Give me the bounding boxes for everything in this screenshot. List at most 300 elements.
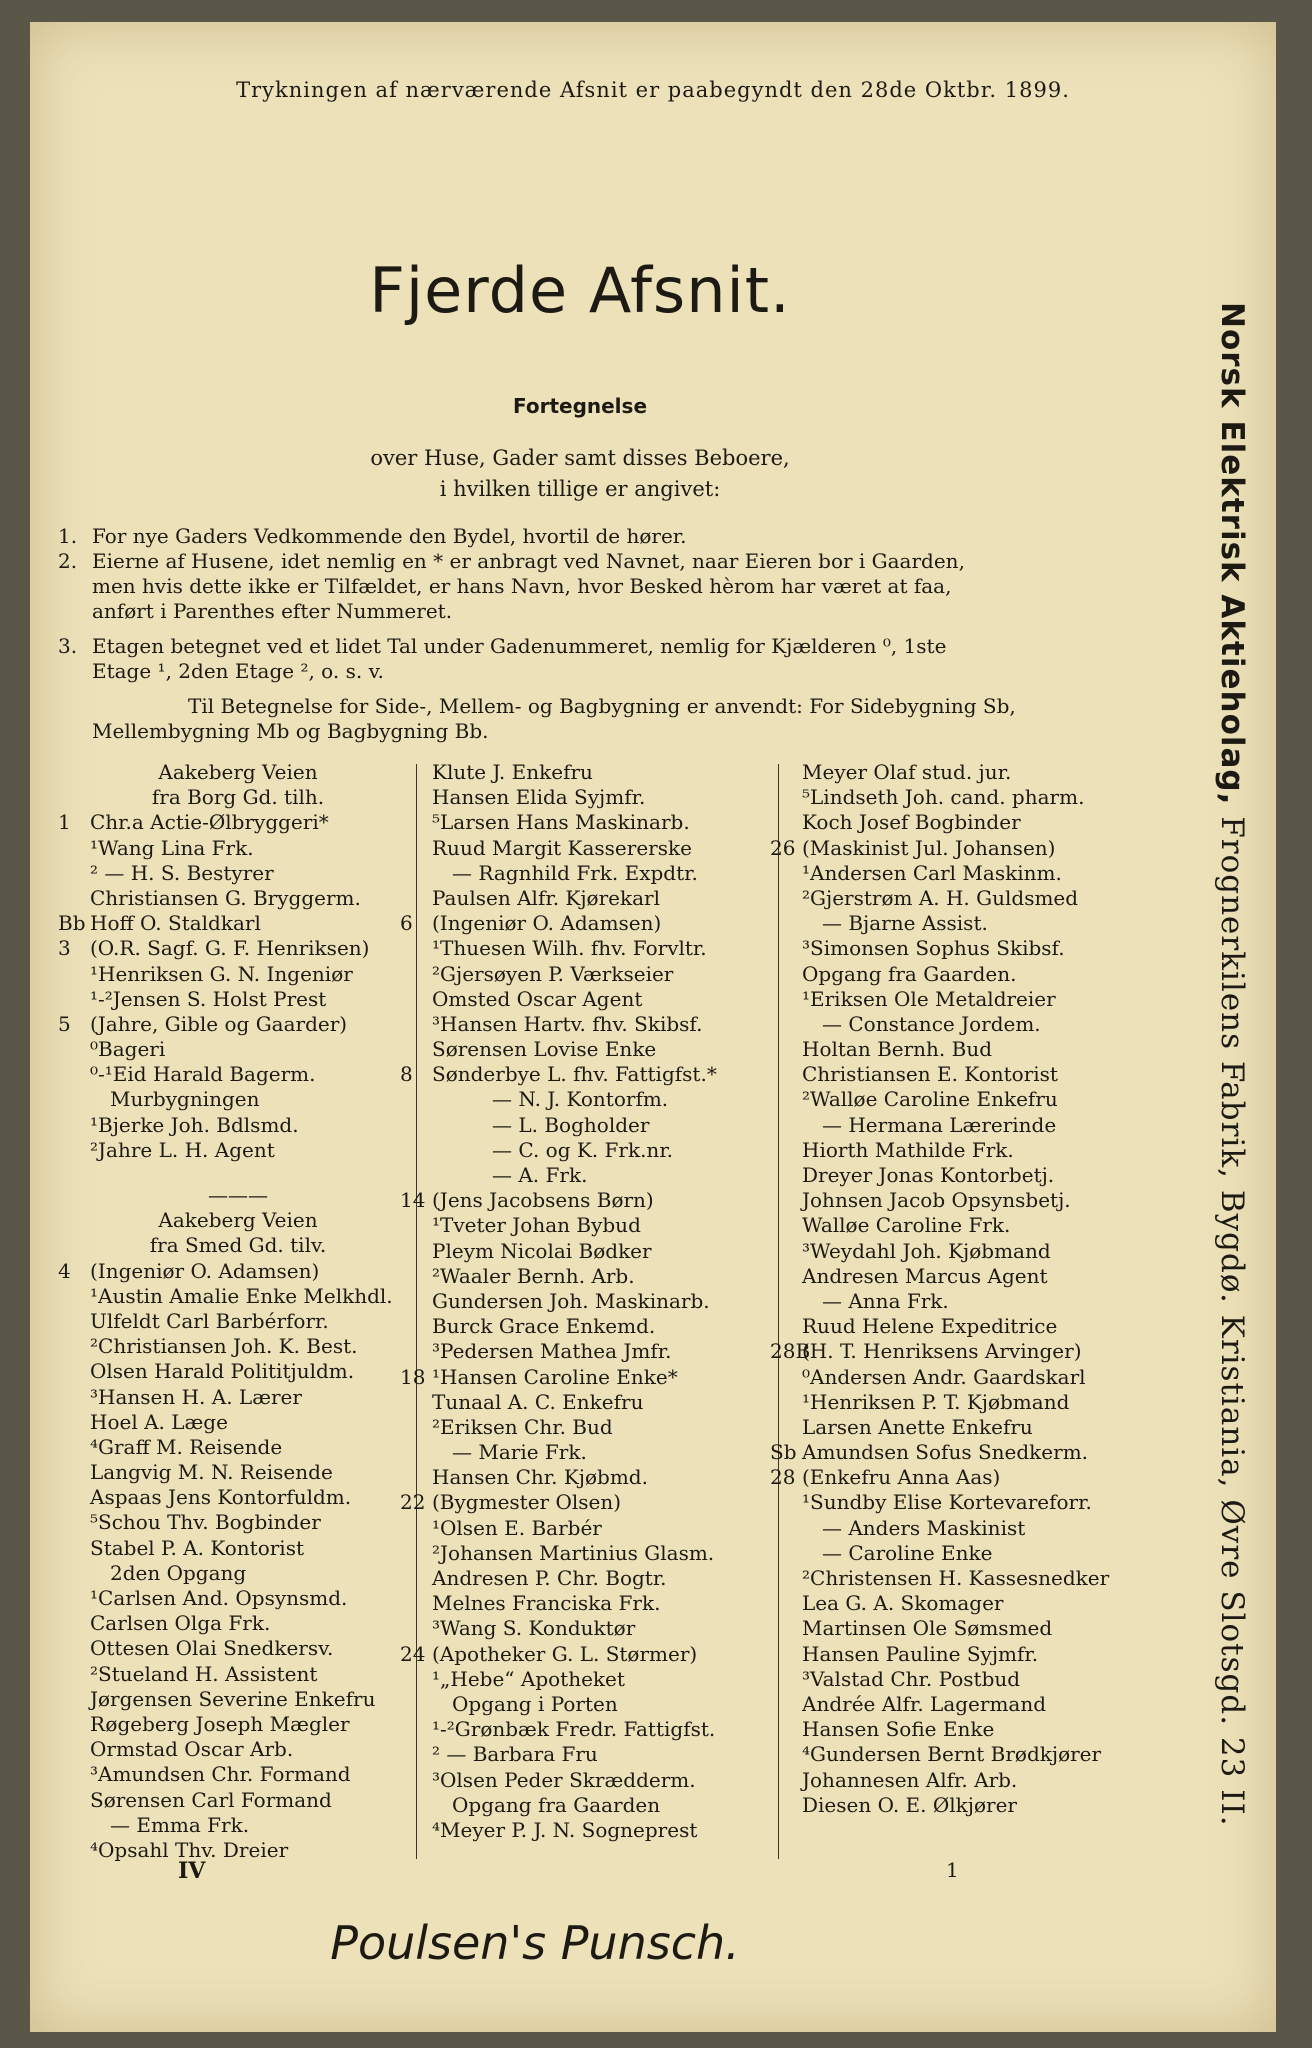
resident-entry	[770, 1062, 1150, 1087]
house-number	[770, 1365, 802, 1390]
resident-entry	[58, 1611, 418, 1636]
resident-entry	[58, 1788, 418, 1813]
house-number: 26	[770, 835, 796, 860]
resident-name: — Ragnhild Frk. Expdtr.	[452, 860, 698, 885]
resident-name: ²Jahre L. H. Agent	[90, 1137, 275, 1162]
house-number	[400, 1818, 432, 1843]
resident-entry	[58, 1838, 418, 1863]
resident-name: ²Gjerstrøm A. H. Guldsmed	[802, 885, 1079, 910]
resident-entry	[770, 836, 1150, 861]
resident-entry	[58, 1359, 418, 1384]
resident-name: Andrée Alfr. Lagermand	[802, 1691, 1047, 1716]
house-number	[58, 987, 90, 1012]
resident-entry	[770, 1516, 1150, 1541]
resident-name: Pleym Nicolai Bødker	[432, 1238, 652, 1263]
note-text-cont: anført i Parenthes efter Nummeret.	[92, 599, 453, 623]
house-number	[770, 1289, 802, 1314]
resident-name: ¹Bjerke Joh. Bdlsmd.	[90, 1112, 299, 1137]
house-number	[770, 1490, 802, 1515]
resident-name: ²Waaler Bernh. Arb.	[432, 1263, 635, 1288]
resident-name: (Maskinist Jul. Johansen)	[802, 835, 1056, 860]
resident-name: (Jens Jacobsens Børn)	[432, 1188, 654, 1213]
resident-entry	[770, 1239, 1150, 1264]
resident-entry	[58, 1813, 418, 1838]
house-number	[58, 1037, 90, 1062]
resident-entry	[770, 1012, 1150, 1037]
house-number	[400, 886, 432, 911]
house-number	[770, 810, 802, 835]
house-number	[770, 1087, 802, 1112]
resident-entry	[400, 1163, 770, 1188]
resident-entry	[770, 1264, 1150, 1289]
resident-name: ³Olsen Peder Skrædderm.	[432, 1767, 696, 1792]
resident-name: Hiorth Mathilde Frk.	[802, 1137, 1014, 1162]
note-text: Eierne af Husene, idet nemlig en * er anbragt ved Navnet, naar Eieren bor i Gaarden,	[92, 549, 965, 573]
resident-entry	[400, 1314, 770, 1339]
house-number	[400, 1163, 432, 1188]
resident-name: Tunaal A. C. Enkefru	[432, 1389, 644, 1414]
resident-name: ³Simonsen Sophus Skibsf.	[802, 936, 1065, 961]
resident-name: ³Wang S. Konduktør	[432, 1616, 636, 1641]
resident-name: Hoff O. Staldkarl	[90, 911, 261, 936]
resident-entry	[770, 1087, 1150, 1112]
resident-name: Gundersen Joh. Maskinarb.	[432, 1288, 710, 1313]
resident-entry	[58, 1662, 418, 1687]
resident-entry	[400, 1390, 770, 1415]
column-1	[58, 760, 418, 1863]
resident-name: (H. T. Henriksens Arvinger)	[802, 1339, 1082, 1364]
house-number	[770, 861, 802, 886]
resident-entry	[770, 1188, 1150, 1213]
house-number	[400, 1793, 432, 1818]
house-number	[58, 1309, 90, 1334]
house-number	[58, 1435, 90, 1460]
house-number	[58, 1687, 90, 1712]
house-number	[58, 1838, 90, 1863]
house-number	[770, 1793, 802, 1818]
resident-name: ²Eriksen Chr. Bud	[432, 1414, 613, 1439]
resident-entry	[770, 1717, 1150, 1742]
resident-entry	[400, 1616, 770, 1641]
house-number	[400, 1113, 432, 1138]
resident-entry	[400, 1213, 770, 1238]
resident-name: ¹Hansen Caroline Enke*	[432, 1364, 678, 1389]
resident-name: Andresen Marcus Agent	[802, 1263, 1048, 1288]
resident-entry	[400, 1642, 770, 1667]
resident-name: Opgang fra Gaarden.	[802, 961, 1017, 986]
resident-entry	[58, 962, 418, 987]
resident-name: Murbygningen	[110, 1087, 260, 1112]
house-number	[400, 1516, 432, 1541]
resident-entry	[770, 886, 1150, 911]
print-date-line: Trykningen af nærværende Afsnit er paabegyndt den 28de Oktbr. 1899.	[236, 78, 1070, 102]
street-heading-text: fra Smed Gd. tilv.	[149, 1233, 327, 1258]
house-number	[58, 1113, 90, 1138]
house-number	[58, 1586, 90, 1611]
resident-name: (Enkefru Anna Aas)	[802, 1465, 1001, 1490]
resident-name: — Hermana Lærerinde	[822, 1112, 1057, 1137]
resident-name: — Caroline Enke	[822, 1540, 993, 1565]
resident-name: ³Valstad Chr. Postbud	[802, 1666, 1021, 1691]
house-number: 1	[58, 810, 71, 835]
house-number	[400, 1465, 432, 1490]
resident-name: ²Walløe Caroline Enkefru	[802, 1087, 1058, 1112]
house-number	[400, 1087, 432, 1112]
resident-name: ¹Henriksen P. T. Kjøbmand	[802, 1389, 1070, 1414]
resident-entry	[400, 1692, 770, 1717]
resident-name: Klute J. Enkefru	[432, 760, 593, 784]
resident-entry	[770, 1768, 1150, 1793]
resident-entry	[58, 1586, 418, 1611]
house-number	[770, 1768, 802, 1793]
house-number	[58, 1636, 90, 1661]
house-number: 6	[400, 911, 413, 936]
house-number	[770, 987, 802, 1012]
resident-entry	[58, 987, 418, 1012]
resident-entry	[770, 1163, 1150, 1188]
resident-entry	[770, 1037, 1150, 1062]
resident-name: ¹Andersen Carl Maskinm.	[802, 860, 1062, 885]
house-number	[58, 1536, 90, 1561]
resident-entry	[400, 760, 770, 785]
resident-name: Christiansen G. Bryggerm.	[90, 885, 361, 910]
house-number: 14	[400, 1188, 426, 1213]
resident-entry	[770, 1138, 1150, 1163]
house-number	[58, 1062, 90, 1087]
note-text: For nye Gaders Vedkommende den Bydel, hvortil de hører.	[92, 524, 687, 548]
house-number	[58, 1284, 90, 1309]
resident-entry	[770, 911, 1150, 936]
house-number	[770, 1566, 802, 1591]
house-number	[770, 1591, 802, 1616]
house-number	[770, 1616, 802, 1641]
house-number: 28	[770, 1465, 796, 1490]
resident-name: Ruud Helene Expeditrice	[802, 1314, 1058, 1339]
resident-entry	[400, 861, 770, 886]
resident-name: ¹Sundby Elise Kortevareforr.	[802, 1490, 1092, 1515]
resident-name: Johnsen Jacob Opsynsbetj.	[802, 1188, 1071, 1213]
resident-name: ¹Eriksen Ole Metaldreier	[802, 986, 1056, 1011]
column-3	[770, 760, 1150, 1818]
resident-name: Holtan Bernh. Bud	[802, 1037, 993, 1062]
house-number	[400, 760, 432, 785]
resident-entry	[400, 1415, 770, 1440]
house-number: 3	[58, 936, 71, 961]
house-number	[400, 1339, 432, 1364]
resident-name: ²Christiansen Joh. K. Best.	[90, 1334, 358, 1359]
document-page	[30, 22, 1276, 2032]
resident-name: — C. og K. Frk.nr.	[492, 1137, 674, 1162]
house-number	[58, 1460, 90, 1485]
resident-entry	[400, 1087, 770, 1112]
resident-name: — A. Frk.	[492, 1163, 588, 1187]
house-number	[58, 1385, 90, 1410]
house-number	[770, 1415, 802, 1440]
resident-name: ¹-²Grønbæk Fredr. Fattigfst.	[432, 1717, 716, 1742]
note-1	[58, 524, 1168, 549]
resident-name: ³Amundsen Chr. Formand	[90, 1762, 351, 1787]
house-number	[58, 836, 90, 861]
house-number	[400, 1390, 432, 1415]
resident-name: (O.R. Sagf. G. F. Henriksen)	[90, 936, 370, 961]
resident-name: ⁰Andersen Andr. Gaardskarl	[802, 1364, 1086, 1389]
house-number	[770, 1264, 802, 1289]
resident-name: ¹Thuesen Wilh. fhv. Forvltr.	[432, 936, 707, 961]
note-text-cont: men hvis dette ikke er Tilfældet, er hans Navn, hvor Besked hèrom har været at faa,	[92, 574, 952, 598]
street-heading-text: Aakeberg Veien	[158, 760, 318, 784]
resident-entry	[770, 1289, 1150, 1314]
house-number	[770, 1062, 802, 1087]
house-number	[770, 1138, 802, 1163]
resident-name: Christiansen E. Kontorist	[802, 1062, 1058, 1087]
house-number	[400, 1314, 432, 1339]
resident-name: ¹Carlsen And. Opsynsmd.	[90, 1586, 348, 1610]
resident-entry	[58, 1309, 418, 1334]
resident-entry	[58, 886, 418, 911]
resident-name: ¹-²Jensen S. Holst Prest	[90, 986, 327, 1011]
resident-name: ⁰-¹Eid Harald Bagerm.	[90, 1062, 316, 1087]
page-number: 1	[946, 1858, 959, 1882]
resident-name: Langvig M. N. Reisende	[90, 1460, 333, 1485]
resident-entry	[770, 1566, 1150, 1591]
resident-entry	[770, 1541, 1150, 1566]
resident-name: ⁵Lindseth Joh. cand. pharm.	[802, 785, 1085, 810]
resident-entry	[58, 1485, 418, 1510]
house-number	[400, 1440, 432, 1465]
side-ad-company: Norsk Elektrisk Aktieholag,	[1214, 302, 1250, 806]
resident-name: ³Weydahl Joh. Kjøbmand	[802, 1238, 1051, 1263]
resident-entry	[770, 1415, 1150, 1440]
resident-entry	[770, 1390, 1150, 1415]
intro-line-2: i hvilken tillige er angivet:	[439, 477, 721, 501]
house-number	[770, 936, 802, 961]
resident-name: — Anders Maskinist	[822, 1515, 1026, 1540]
resident-name: — Emma Frk.	[110, 1812, 250, 1837]
resident-name: Sørensen Carl Formand	[90, 1787, 332, 1812]
resident-entry	[58, 1435, 418, 1460]
resident-name: Chr.a Actie-Ølbryggeri*	[90, 810, 329, 835]
intro-line-1: over Huse, Gader samt disses Beboere,	[370, 446, 790, 470]
resident-entry	[58, 1385, 418, 1410]
house-number	[400, 962, 432, 987]
note-number: 3.	[58, 634, 78, 658]
resident-entry	[770, 987, 1150, 1012]
resident-name: Larsen Anette Enkefru	[802, 1414, 1033, 1439]
resident-name: ²Stueland H. Assistent	[90, 1661, 318, 1686]
resident-entry	[58, 911, 418, 936]
house-number	[58, 962, 90, 987]
note-text: Til Betegnelse for Side-, Mellem- og Bagbygning er anvendt: For Sidebygning Sb,	[188, 694, 1016, 718]
street-heading	[58, 785, 418, 810]
resident-entry	[58, 1138, 418, 1163]
house-number	[770, 1541, 802, 1566]
house-number	[58, 1359, 90, 1384]
resident-name: (Apotheker G. L. Størmer)	[432, 1641, 698, 1666]
resident-entry	[400, 1591, 770, 1616]
note-2	[58, 549, 1168, 624]
house-number	[400, 1541, 432, 1566]
house-number	[400, 1037, 432, 1062]
resident-entry	[400, 810, 770, 835]
resident-entry	[770, 1490, 1150, 1515]
resident-entry	[770, 1793, 1150, 1818]
resident-entry	[770, 861, 1150, 886]
resident-name: ⁵Schou Thv. Bogbinder	[90, 1510, 321, 1535]
note-text-cont: Etage ¹, 2den Etage ², o. s. v.	[92, 659, 384, 683]
resident-name: ⁴Meyer P. J. N. Sogneprest	[432, 1817, 698, 1842]
resident-name: ²Johansen Martinius Glasm.	[432, 1540, 715, 1565]
resident-entry	[58, 936, 418, 961]
resident-entry	[58, 1410, 418, 1435]
resident-name: — Marie Frk.	[452, 1440, 587, 1465]
house-number: 8	[400, 1062, 413, 1087]
resident-name: Dreyer Jonas Kontorbetj.	[802, 1163, 1055, 1187]
house-number	[770, 886, 802, 911]
resident-name: ² — H. S. Bestyrer	[90, 860, 274, 885]
resident-entry	[58, 1712, 418, 1737]
bottom-advertisement: Poulsen's Punsch.	[330, 1916, 740, 1970]
resident-name: ¹Wang Lina Frk.	[90, 835, 254, 860]
resident-name: (Ingeniør O. Adamsen)	[432, 911, 662, 936]
resident-name: ⁴Opsahl Thv. Dreier	[90, 1837, 289, 1862]
house-number	[770, 785, 802, 810]
street-heading-text: fra Borg Gd. tilh.	[151, 785, 325, 810]
house-number	[58, 1611, 90, 1636]
house-number	[400, 810, 432, 835]
house-number: 22	[400, 1490, 426, 1515]
house-number: 5	[58, 1011, 71, 1036]
house-number	[770, 1667, 802, 1692]
resident-name: Hansen Pauline Syjmfr.	[802, 1641, 1039, 1666]
house-number	[770, 1163, 802, 1188]
house-number	[58, 1334, 90, 1359]
house-number	[770, 1213, 802, 1238]
resident-name: Ormstad Oscar Arb.	[90, 1737, 294, 1762]
list-heading: Fortegnelse	[512, 394, 648, 418]
side-ad-address: Frognerkilens Fabrik, Bygdø. Kristiania, Øvre Slotsgd. 23 II.	[1214, 805, 1250, 1827]
resident-entry	[58, 1561, 418, 1586]
resident-name: ³Hansen Hartv. fhv. Skibsf.	[432, 1011, 703, 1036]
street-heading-text: ———	[208, 1183, 268, 1207]
resident-name: ¹Austin Amalie Enke Melkhdl.	[90, 1283, 393, 1308]
resident-name: Omsted Oscar Agent	[432, 986, 643, 1011]
resident-entry	[58, 1687, 418, 1712]
house-number	[400, 1264, 432, 1289]
resident-name: Hoel A. Læge	[90, 1409, 228, 1434]
house-number: Bb	[58, 911, 86, 936]
resident-entry	[58, 1636, 418, 1661]
resident-name: Walløe Caroline Frk.	[802, 1213, 1011, 1238]
resident-entry	[770, 1692, 1150, 1717]
street-heading	[58, 1183, 418, 1208]
resident-name: ⁰Bageri	[90, 1037, 166, 1062]
resident-entry	[770, 1113, 1150, 1138]
resident-name: Paulsen Alfr. Kjørekarl	[432, 885, 660, 910]
resident-entry	[400, 1541, 770, 1566]
house-number	[58, 1737, 90, 1762]
resident-entry	[58, 1536, 418, 1561]
house-number	[58, 1788, 90, 1813]
resident-name: Koch Josef Bogbinder	[802, 810, 1021, 835]
house-number	[58, 1762, 90, 1787]
resident-name: ¹„Hebe“ Apotheket	[432, 1666, 625, 1691]
house-number	[400, 1239, 432, 1264]
house-number	[400, 861, 432, 886]
house-number	[400, 1616, 432, 1641]
resident-entry	[58, 836, 418, 861]
house-number: Sb	[770, 1440, 797, 1465]
note-number: 1.	[58, 524, 78, 548]
resident-entry	[770, 785, 1150, 810]
resident-name: ¹Henriksen G. N. Ingeniør	[90, 961, 353, 986]
resident-entry	[58, 1113, 418, 1138]
resident-name: Martinsen Ole Sømsmed	[802, 1616, 1053, 1641]
resident-name: Jørgensen Severine Enkefru	[90, 1686, 376, 1711]
house-number	[770, 1742, 802, 1767]
resident-entry	[770, 810, 1150, 835]
house-number	[400, 1591, 432, 1616]
house-number	[400, 1742, 432, 1767]
resident-entry	[770, 936, 1150, 961]
resident-entry	[770, 1591, 1150, 1616]
resident-name: Diesen O. E. Ølkjører	[802, 1792, 1017, 1817]
resident-name: — Constance Jordem.	[822, 1011, 1041, 1036]
resident-entry	[400, 1465, 770, 1490]
resident-entry	[400, 1188, 770, 1213]
resident-entry	[58, 1737, 418, 1762]
resident-name: ³Hansen H. A. Lærer	[90, 1384, 302, 1409]
house-number	[400, 1289, 432, 1314]
house-number: 28B	[770, 1339, 811, 1364]
resident-entry	[770, 1213, 1150, 1238]
house-number	[58, 1510, 90, 1535]
side-advertisement	[1210, 302, 1250, 1827]
resident-entry	[400, 1037, 770, 1062]
house-number: 18	[400, 1364, 426, 1389]
note-text: Etagen betegnet ved et lidet Tal under Gadenummeret, nemlig for Kjælderen ⁰, 1ste	[92, 634, 947, 658]
resident-entry	[400, 1339, 770, 1364]
resident-entry	[400, 987, 770, 1012]
note-building-types	[58, 694, 1168, 744]
column-spacer	[58, 1163, 418, 1183]
resident-name: Johannesen Alfr. Arb.	[802, 1767, 1018, 1792]
footer-signature: IV	[178, 1858, 206, 1884]
resident-entry	[58, 1334, 418, 1359]
house-number	[770, 1239, 802, 1264]
resident-entry	[400, 1440, 770, 1465]
resident-name: Hansen Elida Syjmfr.	[432, 785, 646, 810]
resident-entry	[770, 1440, 1150, 1465]
resident-entry	[400, 785, 770, 810]
house-number	[770, 911, 802, 936]
resident-name: Opgang fra Gaarden	[452, 1792, 661, 1817]
resident-entry	[770, 1365, 1150, 1390]
resident-entry	[400, 1516, 770, 1541]
house-number	[770, 1037, 802, 1062]
resident-entry	[58, 1087, 418, 1112]
resident-name: Olsen Harald Polititjuldm.	[90, 1359, 355, 1384]
note-number: 2.	[58, 549, 78, 573]
house-number: 4	[58, 1258, 71, 1283]
resident-name: — N. J. Kontorfm.	[492, 1087, 669, 1112]
house-number	[400, 1213, 432, 1238]
resident-name: Lea G. A. Skomager	[802, 1591, 1004, 1616]
resident-entry	[58, 1037, 418, 1062]
resident-entry	[400, 1012, 770, 1037]
resident-entry	[400, 1742, 770, 1767]
resident-name: ²Gjersøyen P. Værkseier	[432, 961, 674, 986]
resident-name: Aspaas Jens Kontorfuldm.	[90, 1485, 352, 1510]
